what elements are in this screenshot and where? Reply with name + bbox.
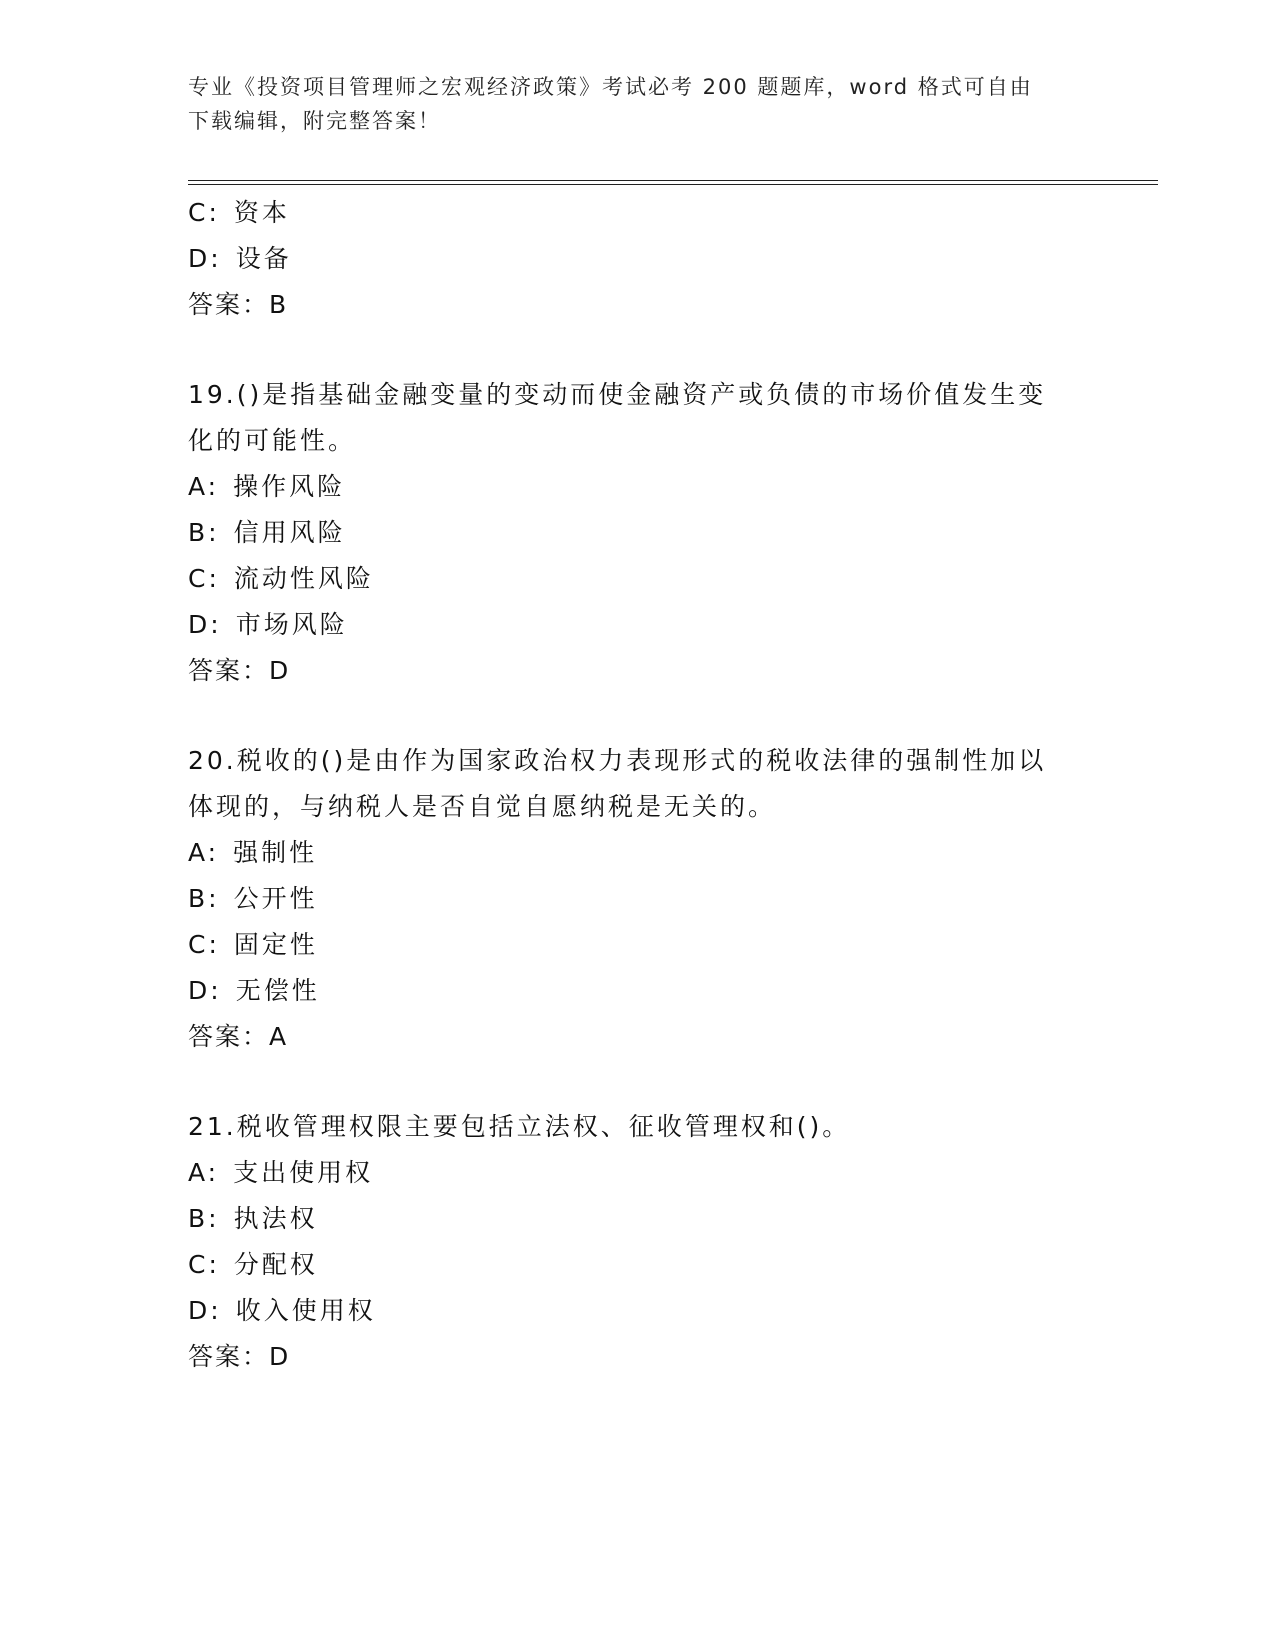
option-key: B: (188, 1204, 220, 1233)
answer-label: 答案： (188, 1022, 270, 1051)
option-text: 固定性 (233, 930, 318, 959)
question-text-line-1: 21.税收管理权限主要包括立法权、征收管理权和()。 (188, 1112, 851, 1141)
answer-line (188, 1334, 1088, 1380)
option-b (188, 1196, 1088, 1242)
option-key: B: (188, 884, 220, 913)
option-text: 设备 (235, 244, 292, 273)
option-c (188, 556, 1088, 602)
answer-value: D (269, 1342, 289, 1371)
question-text-line-2: 体现的，与纳税人是否自觉自愿纳税是无关的。 (188, 792, 777, 821)
option-a (188, 464, 1088, 510)
answer-label: 答案： (188, 290, 270, 319)
answer-label: 答案： (188, 656, 270, 685)
answer-line (188, 1014, 1088, 1060)
question-text-line-1: 19.()是指基础金融变量的变动而使金融资产或负债的市场价值发生变 (188, 380, 1047, 409)
option-text: 执法权 (233, 1204, 318, 1233)
option-text: 操作风险 (233, 472, 346, 501)
answer-line (188, 648, 1088, 694)
option-text: 公开性 (233, 884, 318, 913)
option-a (188, 830, 1088, 876)
option-key: D: (188, 976, 222, 1005)
option-b (188, 876, 1088, 922)
question-20 (188, 738, 1088, 1060)
question-text-line-1: 20.税收的()是由作为国家政治权力表现形式的税收法律的强制性加以 (188, 746, 1047, 775)
option-key: D: (188, 610, 222, 639)
answer-value: A (269, 1022, 287, 1051)
header-divider-top (188, 180, 1158, 181)
option-text: 支出使用权 (233, 1158, 374, 1187)
header-line-2: 下载编辑，附完整答案！ (188, 109, 441, 133)
option-key: C: (188, 198, 220, 227)
option-text: 资本 (233, 198, 290, 227)
option-key: D: (188, 244, 222, 273)
answer-label: 答案： (188, 1342, 270, 1371)
question-list (188, 190, 1088, 1380)
option-text: 市场风险 (235, 610, 348, 639)
option-text: 无偿性 (235, 976, 320, 1005)
option-text: 信用风险 (233, 518, 346, 547)
option-text: 强制性 (233, 838, 318, 867)
option-d (188, 602, 1088, 648)
option-key: C: (188, 930, 220, 959)
option-d (188, 1288, 1088, 1334)
option-d (188, 968, 1088, 1014)
option-key: C: (188, 1250, 220, 1279)
answer-value: D (269, 656, 289, 685)
option-text: 流动性风险 (233, 564, 374, 593)
option-key: B: (188, 518, 220, 547)
document-header (188, 70, 1088, 138)
option-c (188, 922, 1088, 968)
option-c (188, 190, 1088, 236)
header-divider-bottom (188, 184, 1158, 185)
question-19 (188, 372, 1088, 694)
answer-line (188, 282, 1088, 328)
option-d (188, 236, 1088, 282)
answer-value: B (269, 290, 287, 319)
header-line-1: 专业《投资项目管理师之宏观经济政策》考试必考 200 题题库，word 格式可自由 (188, 75, 1033, 99)
question-18-continued (188, 190, 1088, 328)
option-a (188, 1150, 1088, 1196)
option-text: 收入使用权 (235, 1296, 376, 1325)
option-key: C: (188, 564, 220, 593)
option-key: A: (188, 472, 220, 501)
option-key: A: (188, 1158, 220, 1187)
option-c (188, 1242, 1088, 1288)
option-b (188, 510, 1088, 556)
option-key: A: (188, 838, 220, 867)
question-21 (188, 1104, 1088, 1380)
question-text-line-2: 化的可能性。 (188, 426, 357, 455)
option-text: 分配权 (233, 1250, 318, 1279)
option-key: D: (188, 1296, 222, 1325)
